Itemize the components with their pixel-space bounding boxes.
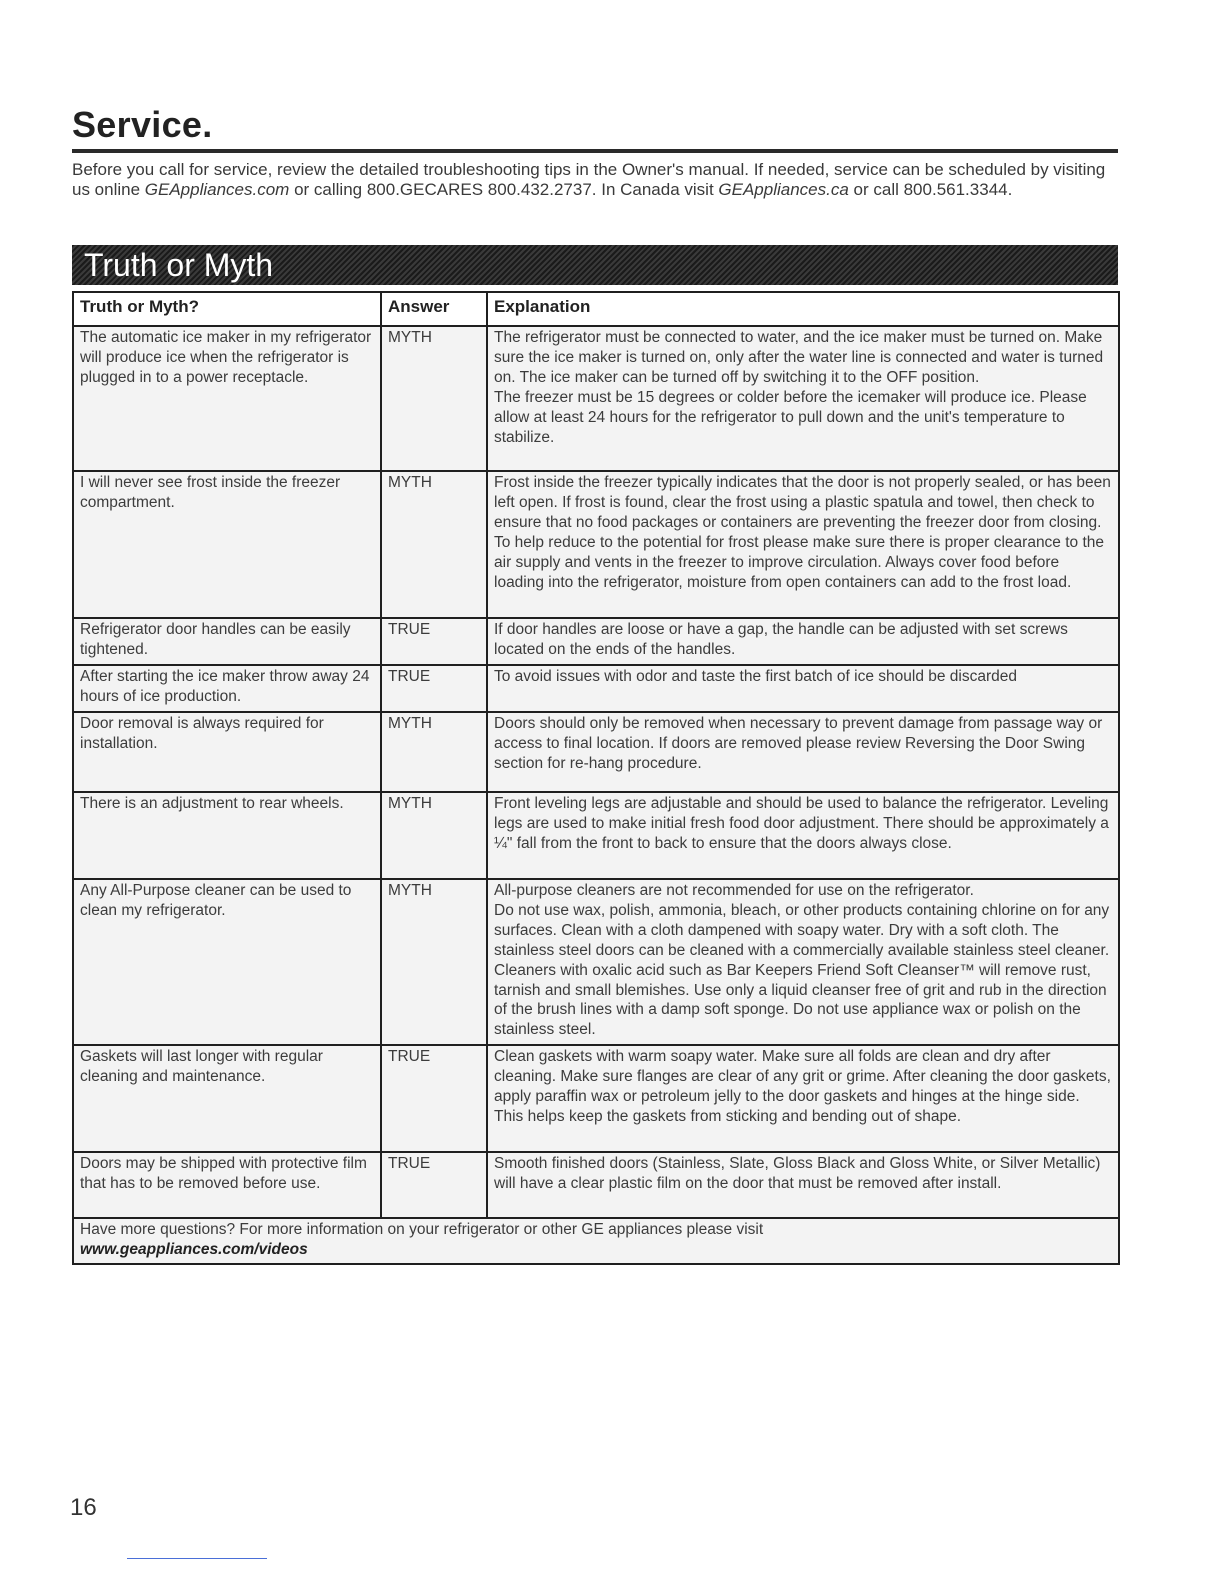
truth-or-myth-banner: Truth or Myth xyxy=(72,245,1118,285)
answer-cell: TRUE xyxy=(381,1045,487,1152)
table-row xyxy=(73,618,1119,665)
table-footer-row xyxy=(73,1218,1119,1264)
answer-cell: MYTH xyxy=(381,471,487,618)
intro-text-1: Before you call for service, review the detailed troubleshooting tips in the Owner's manual. If needed, service can be scheduled by visiting us online xyxy=(72,160,1106,199)
explanation-cell xyxy=(487,1045,1119,1152)
explanation-cell xyxy=(487,618,1119,665)
table-row xyxy=(73,471,1119,618)
table-row xyxy=(73,326,1119,471)
table-row xyxy=(73,1152,1119,1218)
header-answer: Answer xyxy=(381,292,487,326)
explanation-paragraph: The freezer must be 15 degrees or colder before the icemaker will produce ice. Please allow at least 24 hours for the refrigerator to pull down and the unit's temperature to stabilize. xyxy=(494,388,1087,446)
explanation-cell xyxy=(487,792,1119,879)
statement-cell: There is an adjustment to rear wheels. xyxy=(73,792,381,879)
service-intro xyxy=(72,160,1120,200)
header-statement: Truth or Myth? xyxy=(73,292,381,326)
explanation-cell xyxy=(487,712,1119,792)
answer-cell: MYTH xyxy=(381,712,487,792)
answer-cell: MYTH xyxy=(381,792,487,879)
truth-or-myth-table xyxy=(72,291,1120,1265)
intro-text-2: or calling 800.GECARES 800.432.2737. In Canada visit xyxy=(289,180,719,199)
explanation-cell xyxy=(487,471,1119,618)
page-number: 16 xyxy=(70,1494,97,1521)
header-explanation: Explanation xyxy=(487,292,1119,326)
statement-cell: Gaskets will last longer with regular cleaning and maintenance. xyxy=(73,1045,381,1152)
explanation-paragraph: Front leveling legs are adjustable and should be used to balance the refrigerator. Leveling legs are used to make initial fresh food door adjustment. There should be approximately a ¼" fall from the front to back to ensure that the doors always close. xyxy=(494,795,1109,852)
table-row xyxy=(73,712,1119,792)
table-row xyxy=(73,879,1119,1045)
explanation-paragraph: If door handles are loose or have a gap, the handle can be adjusted with set screws located on the ends of the handles. xyxy=(494,621,1068,658)
explanation-cell xyxy=(487,665,1119,712)
table-row xyxy=(73,792,1119,879)
explanation-paragraph: Doors should only be removed when necessary to prevent damage from passage way or access to final location. If doors are removed please review Reversing the Door Swing section for re-hang procedure. xyxy=(494,715,1103,772)
answer-cell: TRUE xyxy=(381,1152,487,1218)
title-divider xyxy=(72,149,1118,153)
footer-text: Have more questions? For more information on your refrigerator or other GE appliances please visit xyxy=(80,1221,764,1238)
page-title: Service. xyxy=(72,104,213,145)
geappliances-ca-link[interactable]: GEAppliances.ca xyxy=(718,180,849,199)
bottom-divider xyxy=(127,1558,267,1559)
answer-cell: MYTH xyxy=(381,326,487,471)
footer-cell xyxy=(73,1218,1119,1264)
explanation-paragraph: Frost inside the freezer typically indicates that the door is not properly sealed, or has been left open. If frost is found, clear the frost using a plastic spatula and towel, then check to ensure that no food packages or containers are preventing the freezer door from closing. To help reduce to the potential for frost please make sure there is proper clearance to the air supply and vents in the freezer to improve circulation. Always cover food before loading into the refrigerator, moisture from open containers can add to the frost load. xyxy=(494,474,1111,591)
explanation-paragraph: Clean gaskets with warm soapy water. Make sure all folds are clean and dry after cleaning. Make sure flanges are clear of any grit or grime. After cleaning the door gaskets, apply paraffin wax or petroleum jelly to the door gaskets and hinges at the hinge side. This helps keep the gaskets from sticking and bending out of shape. xyxy=(494,1048,1111,1125)
statement-cell: Door removal is always required for installation. xyxy=(73,712,381,792)
explanation-cell xyxy=(487,1152,1119,1218)
answer-cell: MYTH xyxy=(381,879,487,1045)
explanation-cell xyxy=(487,879,1119,1045)
statement-cell: I will never see frost inside the freezer compartment. xyxy=(73,471,381,618)
table-header-row xyxy=(73,292,1119,326)
explanation-cell xyxy=(487,326,1119,471)
answer-cell: TRUE xyxy=(381,618,487,665)
statement-cell: Doors may be shipped with protective film that has to be removed before use. xyxy=(73,1152,381,1218)
geappliances-com-link[interactable]: GEAppliances.com xyxy=(144,180,290,199)
explanation-paragraph: The refrigerator must be connected to water, and the ice maker must be turned on. Make sure the ice maker is turned on, only after the water line is connected and water is turned on. The ice maker can be turned off by switching it to the OFF position. xyxy=(494,329,1104,386)
explanation-paragraph: All-purpose cleaners are not recommended for use on the refrigerator. xyxy=(494,882,974,899)
explanation-paragraph: Smooth finished doors (Stainless, Slate, Gloss Black and Gloss White, or Silver Metallic) will have a clear plastic film on the door that must be removed after install. xyxy=(494,1155,1101,1192)
statement-cell: Refrigerator door handles can be easily tightened. xyxy=(73,618,381,665)
intro-text-3: or call 800.561.3344. xyxy=(848,180,1013,199)
explanation-paragraph: Do not use wax, polish, ammonia, bleach, or other products containing chlorine on for any surfaces. Clean with a cloth dampened with soapy water. Dry with a soft cloth. The stainless steel doors can be cleaned with a commercially available stainless steel cleaner. Cleaners with oxalic acid such as Bar Keepers Friend Soft Cleanser™ will remove rust, tarnish and small blemishes. Use only a liquid cleanser free of grit and rub in the direction of the brush lines with a damp soft sponge. Do not use appliance wax or polish on the stainless steel. xyxy=(494,901,1110,1039)
statement-cell: After starting the ice maker throw away 24 hours of ice production. xyxy=(73,665,381,712)
geappliances-videos-link[interactable]: www.geappliances.com/videos xyxy=(80,1240,308,1258)
table-row xyxy=(73,665,1119,712)
statement-cell: The automatic ice maker in my refrigerator will produce ice when the refrigerator is plugged in to a power receptacle. xyxy=(73,326,381,471)
table-row xyxy=(73,1045,1119,1152)
statement-cell: Any All-Purpose cleaner can be used to clean my refrigerator. xyxy=(73,879,381,1045)
explanation-paragraph: To avoid issues with odor and taste the first batch of ice should be discarded xyxy=(494,668,1017,685)
answer-cell: TRUE xyxy=(381,665,487,712)
